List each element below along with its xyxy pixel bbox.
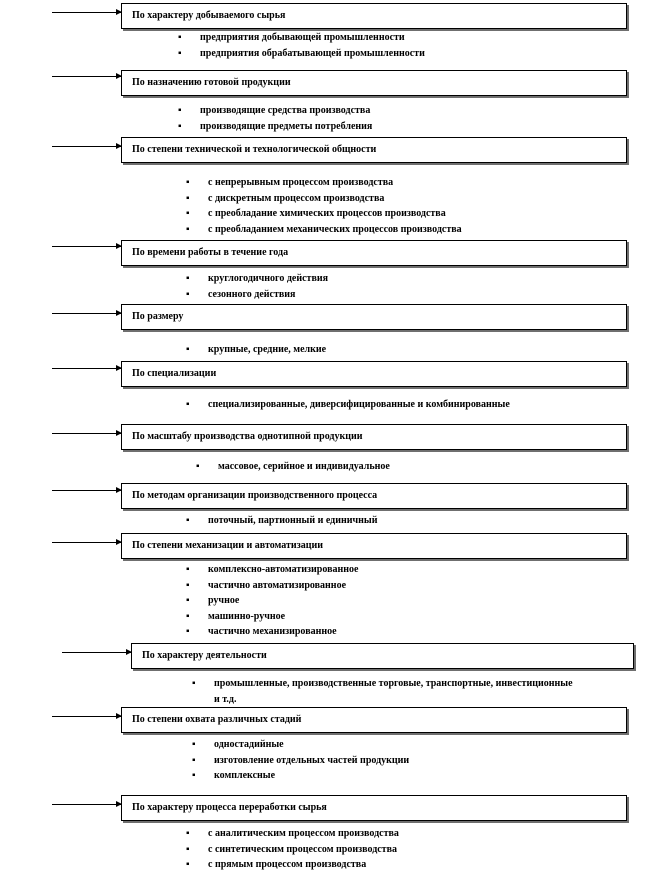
category-items-list xyxy=(186,271,328,302)
list-item: ▪ массовое, серийное и индивидуальное xyxy=(196,459,390,475)
connector-arrow xyxy=(52,490,121,491)
list-item: ▪ комплексно-автоматизированное xyxy=(186,562,358,578)
connector-arrow xyxy=(52,76,121,77)
category-box: По характеру добываемого сырья xyxy=(121,3,627,29)
connector-arrow xyxy=(52,146,121,147)
category-box: По размеру xyxy=(121,304,627,330)
category-items-list xyxy=(186,826,399,873)
list-item: ▪ одностадийные xyxy=(192,737,409,753)
list-item: ▪ с преобладание химических процессов производства xyxy=(186,206,462,222)
list-item: ▪ производящие предметы потребления xyxy=(178,119,372,135)
connector-arrow xyxy=(52,716,121,717)
list-item: ▪ с непрерывным процессом производства xyxy=(186,175,462,191)
category-items-list xyxy=(192,737,409,784)
list-item: ▪ специализированные, диверсифицированные и комбинированные xyxy=(186,397,510,413)
list-item: ▪ с аналитическим процессом производства xyxy=(186,826,399,842)
category-items-list xyxy=(186,513,377,529)
category-box: По характеру деятельности xyxy=(131,643,634,669)
category-items-list xyxy=(186,342,326,358)
connector-arrow xyxy=(52,368,121,369)
category-box: По специализации xyxy=(121,361,627,387)
category-box: По назначению готовой продукции xyxy=(121,70,627,96)
category-items-list xyxy=(192,676,574,707)
category-items-list xyxy=(186,175,462,237)
list-item: ▪ частично автоматизированное xyxy=(186,578,358,594)
category-items-list xyxy=(196,459,390,475)
connector-arrow xyxy=(62,652,131,653)
category-box: По методам организации производственного процесса xyxy=(121,483,627,509)
connector-arrow xyxy=(52,804,121,805)
category-items-list xyxy=(178,30,425,61)
category-items-list xyxy=(178,103,372,134)
list-item: ▪ с синтетическим процессом производства xyxy=(186,842,399,858)
list-item: ▪ предприятия добывающей промышленности xyxy=(178,30,425,46)
category-box: По степени технической и технологической общности xyxy=(121,137,627,163)
connector-arrow xyxy=(52,433,121,434)
category-items-list xyxy=(186,397,510,413)
list-item: ▪ поточный, партионный и единичный xyxy=(186,513,377,529)
category-box: По характеру процесса переработки сырья xyxy=(121,795,627,821)
list-item: ▪ изготовление отдельных частей продукции xyxy=(192,753,409,769)
list-item: ▪ круглогодичного действия xyxy=(186,271,328,287)
connector-arrow xyxy=(52,313,121,314)
list-item: ▪ промышленные, производственные торговые, транспортные, инвестиционные и т.д. xyxy=(192,676,574,707)
list-item: ▪ сезонного действия xyxy=(186,287,328,303)
list-item: ▪ предприятия обрабатывающей промышленности xyxy=(178,46,425,62)
list-item: ▪ ручное xyxy=(186,593,358,609)
list-item: ▪ комплексные xyxy=(192,768,409,784)
list-item: ▪ производящие средства производства xyxy=(178,103,372,119)
category-box: По масштабу производства однотипной продукции xyxy=(121,424,627,450)
list-item: ▪ частично механизированное xyxy=(186,624,358,640)
category-box: По степени механизации и автоматизации xyxy=(121,533,627,559)
list-item: ▪ крупные, средние, мелкие xyxy=(186,342,326,358)
connector-arrow xyxy=(52,12,121,13)
connector-arrow xyxy=(52,246,121,247)
category-box: По времени работы в течение года xyxy=(121,240,627,266)
list-item: ▪ с преобладанием механических процессов производства xyxy=(186,222,462,238)
category-box: По степени охвата различных стадий xyxy=(121,707,627,733)
category-items-list xyxy=(186,562,358,640)
connector-arrow xyxy=(52,542,121,543)
list-item: ▪ с прямым процессом производства xyxy=(186,857,399,873)
list-item: ▪ машинно-ручное xyxy=(186,609,358,625)
list-item: ▪ с дискретным процессом производства xyxy=(186,191,462,207)
